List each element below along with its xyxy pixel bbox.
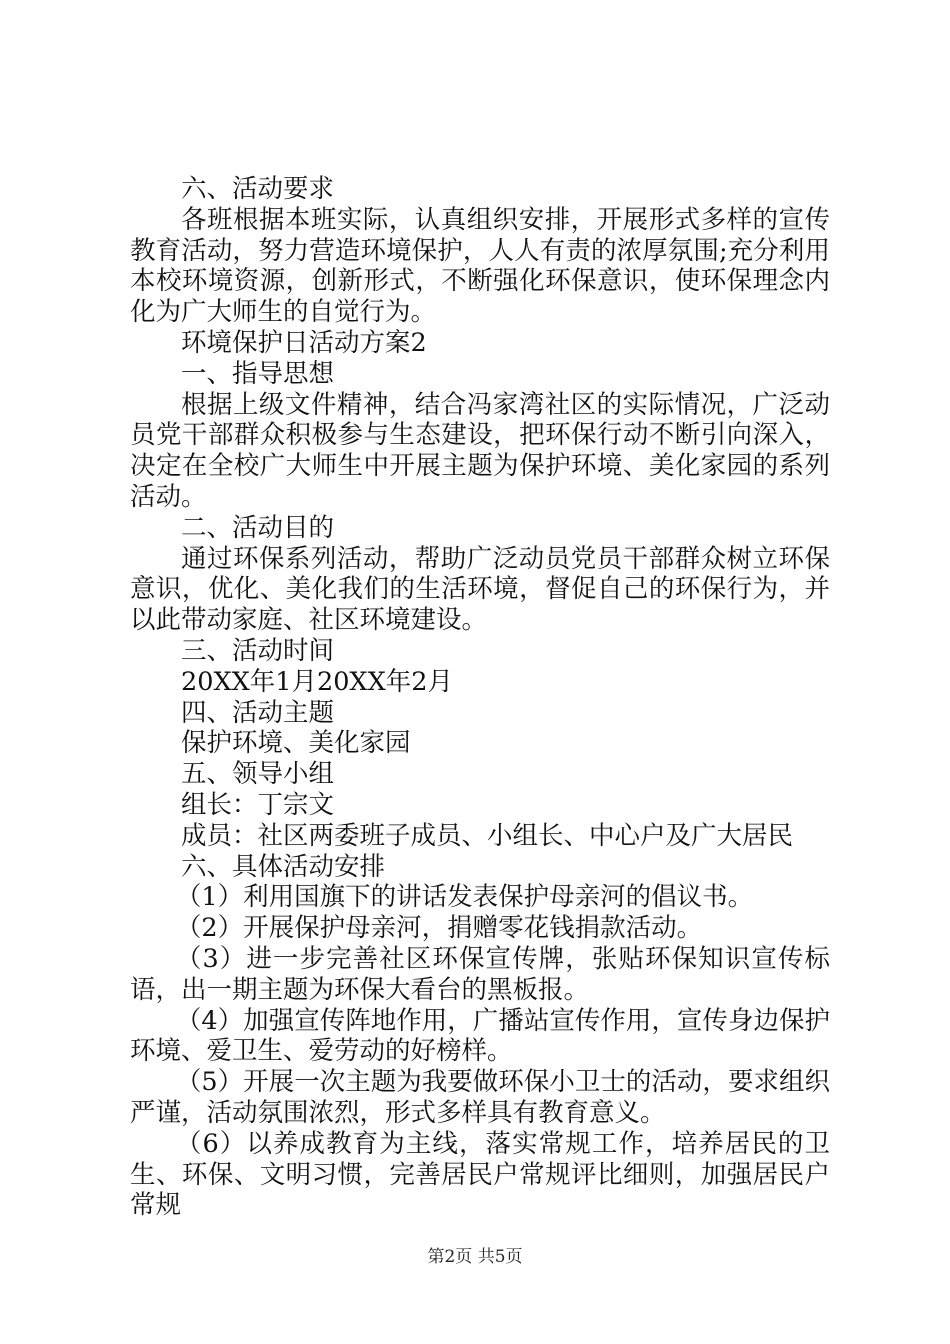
paragraph-members: 成员：社区两委班子成员、小组长、中心户及广大居民 [181,820,794,851]
paragraph-purpose: 通过环保系列活动，帮助广泛动员党员干部群众树立环保意识，优化、美化我们的生活环境，督促自己的环保行为，并以此带动家庭、社区环境建设。 [130,543,830,636]
list-item: （1）利用国旗下的讲话发表保护母亲河的倡议书。 [175,882,754,913]
paragraph-guiding-idea: 根据上级文件精神，结合冯家湾社区的实际情况，广泛动员党干部群众积极参与生态建设，把环保行动不断引向深入，决定在全校广大师生中开展主题为保护环境、美化家园的系列活动。 [130,389,830,512]
paragraph-theme: 保护环境、美化家园 [181,728,411,759]
heading-arrangements: 六、具体活动安排 [181,851,386,882]
list-item: （3）进一步完善社区环保宣传牌，张贴环保知识宣传标语，出一期主题为环保大看台的黑板报。 [130,943,830,1005]
list-item: （6）以养成教育为主线，落实常规工作，培养居民的卫生、环保、文明习惯，完善居民户常规评比细则，加强居民户常规 [130,1128,830,1221]
heading-time: 三、活动时间 [181,635,335,666]
heading-leadership: 五、领导小组 [181,759,335,790]
heading-purpose: 二、活动目的 [181,512,335,543]
plan-title: 环境保护日活动方案2 [181,327,427,358]
paragraph-leader: 组长：丁宗文 [181,789,335,820]
heading-theme: 四、活动主题 [181,697,335,728]
paragraph-time: 20XX年1月20XX年2月 [181,666,453,697]
page-number: 第2页 共5页 [427,1247,523,1267]
list-item: （4）加强宣传阵地作用，广播站宣传作用，宣传身边保护环境、爱卫生、爱劳动的好榜样。 [130,1005,830,1067]
list-item: （5）开展一次主题为我要做环保小卫士的活动，要求组织严谨，活动氛围浓烈，形式多样具有教育意义。 [130,1067,830,1128]
heading-requirements: 六、活动要求 [181,174,335,204]
heading-guiding-idea: 一、指导思想 [181,358,335,389]
paragraph-requirements: 各班根据本班实际，认真组织安排，开展形式多样的宣传教育活动，努力营造环境保护，人人有责的浓厚氛围;充分利用本校环境资源，创新形式，不断强化环保意识，使环保理念内化为广大师生的自觉行为。 [130,204,830,328]
list-item: （2）开展保护母亲河，捐赠零花钱捐款活动。 [175,913,703,944]
document-body [130,174,830,1221]
